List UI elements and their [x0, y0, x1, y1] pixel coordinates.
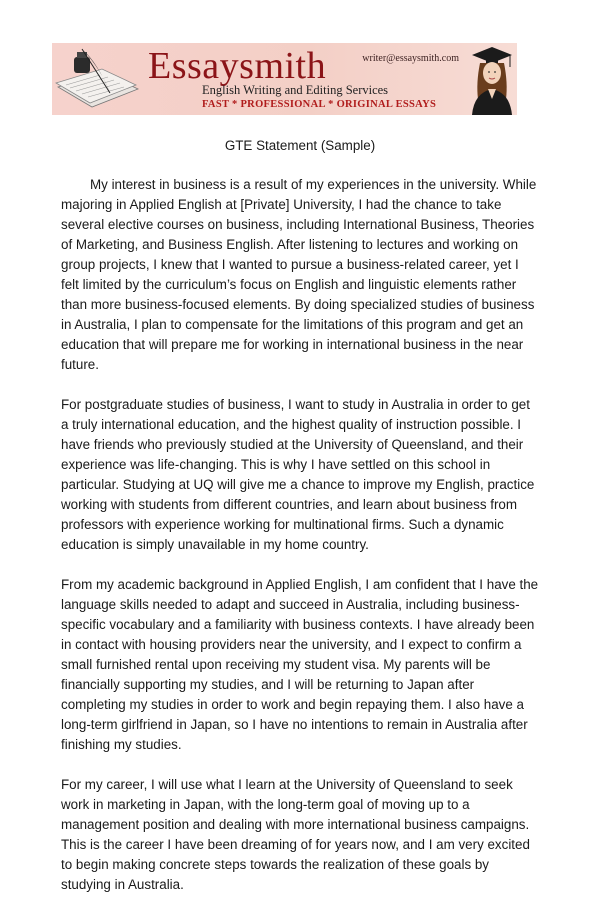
quill-and-papers-icon: [52, 43, 144, 115]
paragraph: From my academic background in Applied English, I am confident that I have the language skills needed to adapt and succeed in Australia, including business-specific vocabulary and a familiarity with business contexts. I have already been in contact with housing providers near the university, and I expect to confirm a small furnished rental upon receiving my student visa. My parents will be financially supporting my studies, and I will be returning to Japan after completing my studies in order to work and begin repaying them. I also have a long-term girlfriend in Japan, so I have no intentions to remain in Australia after finishing my studies.: [61, 577, 539, 752]
contact-email: writer@essaysmith.com: [362, 53, 459, 64]
graduate-woman-illustration: [462, 43, 517, 115]
paragraph: My interest in business is a result of my experiences in the university. While majoring in Applied English at [Private] University, I had the chance to take several elective courses on business, including International Business, Theories of Marketing, and Business English. After listening to lectures and working on group projects, I knew that I wanted to pursue a business-related career, yet I felt limited by the curriculum’s focus on English and linguistic elements rather than more business-focused elements. By doing specialized studies of business in Australia, I plan to compensate for the limitations of this program and get an education that will prepare me for working in international business in the near future.: [61, 177, 537, 372]
document-body: [61, 175, 539, 915]
paragraph: For postgraduate studies of business, I want to study in Australia in order to get a truly international education, and the highest quality of instruction possible. I have friends who previously studied at the University of Queensland, and their experience was life-changing. This is why I have settled on this school in particular. Studying at UQ will give me a chance to improve my English, practice working with students from different countries, and learn about business from professors with experience working for multinational firms. Such a dynamic education is simply unavailable in my home country.: [61, 397, 535, 552]
document-title: GTE Statement (Sample): [224, 138, 376, 153]
slogan: FAST * PROFESSIONAL * ORIGINAL ESSAYS: [202, 99, 437, 110]
tagline: English Writing and Editing Services: [202, 83, 389, 97]
essaysmith-banner: [52, 43, 517, 115]
brand-logo-text: Essaysmith: [148, 45, 327, 87]
paragraph: For my career, I will use what I learn at the University of Queensland to seek work in marketing in Japan, with the long-term goal of moving up to a management position and dealing with more international business campaigns. This is the career I have been dreaming of for years now, and I am very excited to begin making concrete steps towards the realization of these goals by studying in Australia.: [61, 777, 530, 892]
